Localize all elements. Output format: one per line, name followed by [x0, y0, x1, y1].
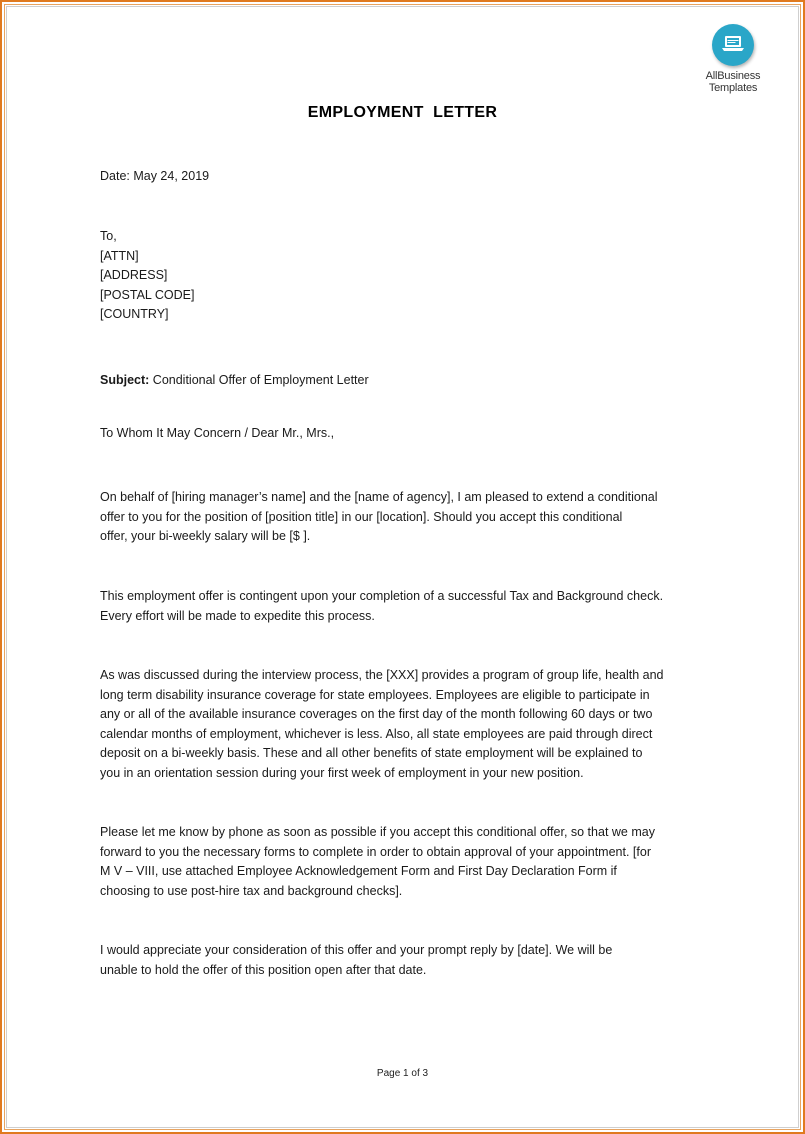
paragraph-reply	[100, 941, 710, 980]
logo-name-line2: Templates	[708, 82, 758, 94]
paragraph-offer	[100, 488, 710, 547]
salutation-text: To Whom It May Concern / Dear Mr., Mrs.,	[100, 426, 335, 440]
date-text: Date: May 24, 2019	[100, 169, 210, 183]
address-line: [ATTN]	[100, 248, 139, 263]
address-line: [COUNTRY]	[100, 307, 169, 321]
paragraph-contingency	[100, 587, 710, 626]
logo-badge	[712, 24, 754, 66]
paragraph-line: you in an orientation session during your first week of employment in your new position.	[100, 765, 584, 780]
subject-line	[100, 371, 710, 391]
page-number: Page 1 of 3	[376, 1068, 429, 1079]
paragraph-line: deposit on a bi-weekly basis. These and all other benefits of state employment will be explained to	[100, 746, 643, 760]
logo-name-line1: AllBusiness	[705, 70, 761, 82]
address-line: [POSTAL CODE]	[100, 287, 195, 302]
paragraph-line: offer to you for the position of [position title] in our [location]. Should you accept this conditional	[100, 509, 623, 524]
paragraph-line: Please let me know by phone as soon as possible if you accept this conditional offer, so that we may	[100, 825, 655, 839]
paragraph-line: forward to you the necessary forms to complete in order to obtain approval of your appointment. [for	[100, 844, 651, 859]
paragraph-line: long term disability insurance coverage for state employees. Employees are eligible to participate in	[100, 687, 650, 702]
document-title: EMPLOYMENT LETTER	[307, 104, 498, 121]
paragraph-line: As was discussed during the interview process, the [XXX] provides a program of group life, health and	[100, 668, 664, 682]
paragraph-acceptance	[100, 823, 710, 901]
salutation	[100, 424, 710, 444]
address-to: To,	[100, 229, 117, 243]
paragraph-line: calendar months of employment, whichever is less. Also, all state employees are paid through direct	[100, 726, 653, 741]
paragraph-line: M V – VIII, use attached Employee Acknowledgement Form and First Day Declaration Form if	[100, 864, 617, 878]
date-line	[100, 167, 710, 187]
paragraph-line: Every effort will be made to expedite this process.	[100, 608, 375, 623]
recipient-address	[100, 227, 710, 325]
laptop-icon	[721, 34, 745, 54]
paragraph-line: any or all of the available insurance coverages on the first day of the month following 60 days or two	[100, 707, 653, 721]
address-line: [ADDRESS]	[100, 268, 168, 282]
subject-label: Subject:	[100, 373, 150, 387]
paragraph-line: unable to hold the offer of this position open after that date.	[100, 962, 427, 977]
paragraph-line: offer, your bi-weekly salary will be [$ ].	[100, 529, 311, 543]
logo	[695, 24, 771, 94]
paragraph-line: This employment offer is contingent upon your completion of a successful Tax and Background check.	[100, 589, 664, 603]
subject-text: Conditional Offer of Employment Letter	[149, 373, 369, 387]
paragraph-line: On behalf of [hiring manager’s name] and the [name of agency], I am pleased to extend a conditional	[100, 490, 658, 504]
paragraph-line: I would appreciate your consideration of this offer and your prompt reply by [date]. We will be	[100, 943, 613, 957]
paragraph-benefits	[100, 666, 710, 783]
logo-text	[695, 70, 771, 94]
paragraph-line: choosing to use post-hire tax and background checks].	[100, 883, 403, 898]
